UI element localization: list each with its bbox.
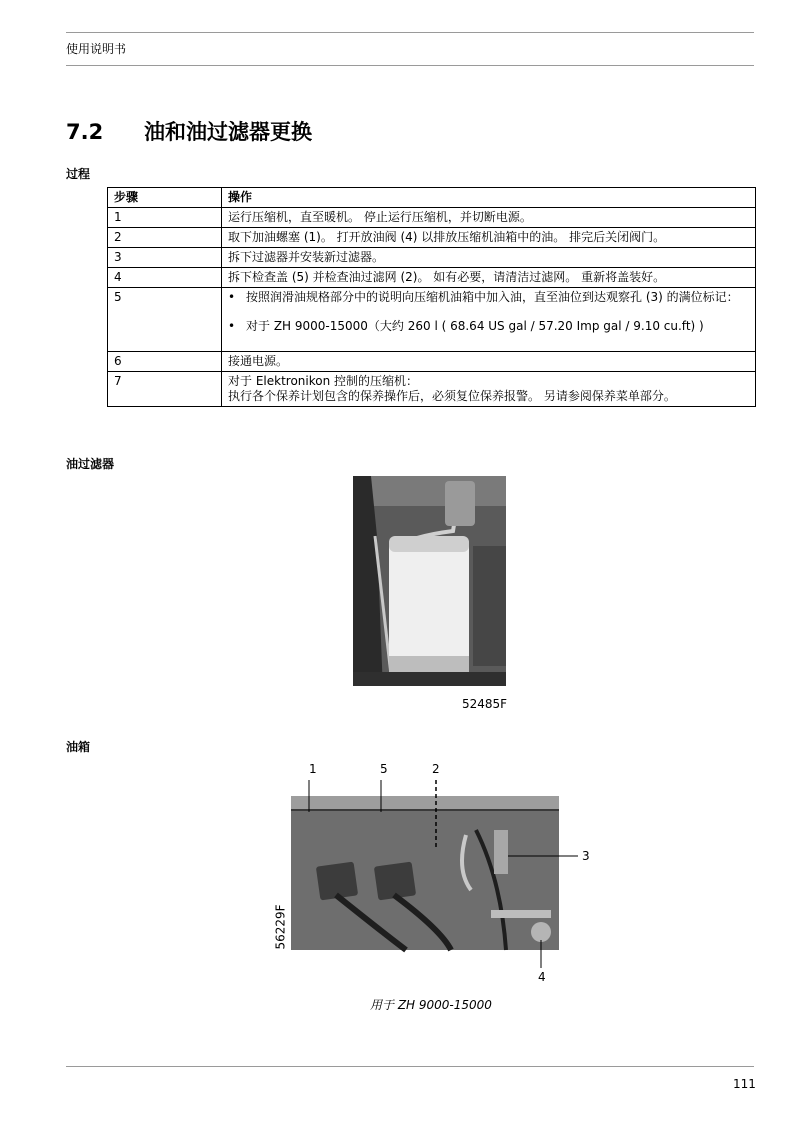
callout-2: 2 bbox=[432, 762, 440, 776]
action-line: 执行各个保养计划包含的保养操作后，必须复位保养报警。 另请参阅保养菜单部分。 bbox=[228, 389, 676, 403]
table-row bbox=[108, 372, 756, 407]
step-cell: 3 bbox=[108, 248, 222, 268]
table-header-row bbox=[108, 188, 756, 208]
action-cell: 拆下过滤器并安装新过滤器。 bbox=[222, 248, 756, 268]
action-cell bbox=[222, 288, 756, 352]
action-cell: 拆下检查盖 (5) 并检查油过滤网 (2)。 如有必要，请清洁过滤网。 重新将盖装好。 bbox=[222, 268, 756, 288]
oil-filter-image-code: 52485F bbox=[462, 697, 508, 711]
action-cell: 取下加油螺塞 (1)。 打开放油阀 (4) 以排放压缩机油箱中的油。 排完后关闭阀门。 bbox=[222, 228, 756, 248]
step-cell: 4 bbox=[108, 268, 222, 288]
procedure-table bbox=[107, 187, 756, 407]
oil-filter-heading: 油过滤器 bbox=[66, 457, 115, 471]
manual-title: 使用说明书 bbox=[66, 42, 127, 56]
oil-tank-image-code: 56229F bbox=[273, 904, 288, 950]
callout-5: 5 bbox=[380, 762, 388, 776]
table-row bbox=[108, 208, 756, 228]
oil-tank-diagram bbox=[273, 760, 606, 990]
step-cell: 1 bbox=[108, 208, 222, 228]
oil-tank-photo bbox=[273, 760, 606, 990]
step-cell: 6 bbox=[108, 352, 222, 372]
header-rule-bottom bbox=[66, 65, 754, 66]
oil-filter-photo bbox=[353, 476, 506, 692]
action-cell bbox=[222, 372, 756, 407]
page-number: 111 bbox=[733, 1077, 756, 1091]
action-cell: 接通电源。 bbox=[222, 352, 756, 372]
footer-rule bbox=[66, 1066, 754, 1067]
section-heading bbox=[66, 116, 312, 146]
callout-3: 3 bbox=[582, 849, 590, 863]
table-row bbox=[108, 352, 756, 372]
table-row bbox=[108, 268, 756, 288]
section-number: 7.2 bbox=[66, 120, 104, 144]
table-row bbox=[108, 248, 756, 268]
column-header-step: 步骤 bbox=[108, 188, 222, 208]
action-line: 对于 Elektronikon 控制的压缩机： bbox=[228, 374, 419, 388]
bullet-item: • 对于 ZH 9000-15000（大约 260 l ( 68.64 US gal / 57.20 Imp gal / 9.10 cu.ft) ) bbox=[228, 319, 749, 334]
column-header-action: 操作 bbox=[222, 188, 756, 208]
table-row bbox=[108, 288, 756, 352]
oil-tank-caption: 用于 ZH 9000-15000 bbox=[370, 998, 492, 1012]
bullet-item: • 按照润滑油规格部分中的说明向压缩机油箱中加入油，直至油位到达观察孔 (3) 的满位标记： bbox=[228, 290, 749, 305]
step-cell: 7 bbox=[108, 372, 222, 407]
header-rule-top bbox=[66, 32, 754, 33]
oil-tank-heading: 油箱 bbox=[66, 740, 91, 754]
step-cell: 2 bbox=[108, 228, 222, 248]
callout-1: 1 bbox=[309, 762, 317, 776]
step-cell: 5 bbox=[108, 288, 222, 352]
section-title: 油和油过滤器更换 bbox=[144, 120, 312, 144]
table-row bbox=[108, 228, 756, 248]
action-cell: 运行压缩机，直至暖机。 停止运行压缩机，并切断电源。 bbox=[222, 208, 756, 228]
callout-4: 4 bbox=[538, 970, 546, 984]
procedure-heading: 过程 bbox=[66, 167, 91, 181]
